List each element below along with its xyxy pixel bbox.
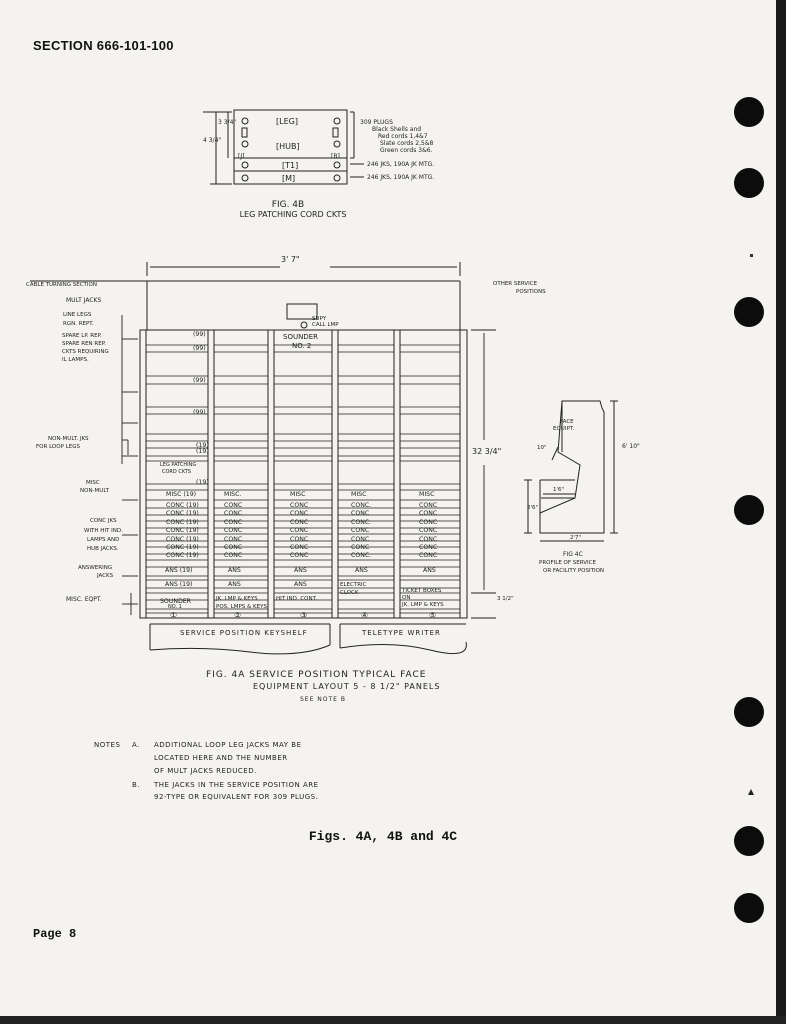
page-bottom-shadow	[0, 1016, 786, 1024]
line-legs-3: SPARE REN REP.	[62, 341, 106, 347]
misc-jack-row: MISC (19)	[166, 491, 197, 498]
fig4b-note-5: 246 JKS, 190A JK MTG.	[367, 161, 435, 168]
conc-jack-row: CONC	[224, 552, 243, 559]
fig4c-dim-27: 2'7"	[570, 535, 582, 541]
panel-number: ①	[170, 611, 178, 620]
fig4a-width-dim: 3' 7"	[281, 255, 300, 264]
conc-jack-row: CONC (19)	[166, 502, 199, 509]
fig4b-note-3: Slate cords 2,5&8	[380, 140, 434, 147]
bottom-equipment-label: CLOCK	[340, 590, 359, 596]
fig4b-dim-b: 4 3/4"	[203, 137, 222, 144]
fig4b-m-label: [M]	[282, 174, 296, 183]
other-positions-0: OTHER SERVICE	[493, 281, 538, 287]
conc-jack-row: CONC	[419, 552, 438, 559]
leg-patching-label: CORD CKTS	[162, 469, 191, 475]
conc-jack-row: CONC	[224, 544, 243, 551]
panel-number: ④	[361, 611, 369, 620]
bottom-equipment-label: JK. LMP & KEYS	[402, 602, 444, 608]
bottom-equipment-label: TICKET BOXES	[402, 588, 442, 594]
ans-jack-row: ANS	[294, 567, 307, 574]
sounder2-label-1: NO. 2	[292, 342, 312, 350]
conc-jack-row: CONC (19)	[166, 536, 199, 543]
conc-jack-row: CONC	[419, 544, 438, 551]
row-count: (19)	[196, 479, 209, 486]
row-count: (99)	[193, 377, 206, 384]
binder-hole	[734, 97, 764, 127]
row-count: (99)	[193, 331, 206, 338]
answering-1: JACKS	[97, 573, 114, 579]
fig4c-face-1: EQUIPT.	[553, 426, 575, 432]
non-mult-0: NON-MULT. JKS	[48, 436, 89, 442]
bottom-equipment-label: HIT IND. CONT.	[276, 596, 318, 602]
conc-jack-row: CONC	[351, 527, 370, 534]
bottom-equipment-label: JK. LMP & KEYS	[216, 596, 258, 602]
conc-jack-row: CONC	[419, 502, 438, 509]
fig4b-subtitle: LEG PATCHING CORD CKTS	[239, 210, 347, 219]
fig4c-title-0: FIG 4C	[563, 551, 583, 558]
notes-label: NOTES	[94, 741, 121, 749]
line-legs-2: SPARE LP. REP.	[62, 333, 102, 339]
binder-hole	[734, 826, 764, 856]
misc-jack-row: MISC	[419, 491, 435, 498]
margin-dot	[750, 254, 753, 257]
conc-jack-row: CONC	[290, 536, 309, 543]
bottom-equipment-label: ON	[402, 595, 411, 601]
height-dim: 32 3/4"	[472, 447, 502, 456]
row-count: (99)	[193, 345, 206, 352]
fig4c-dim-26: 2'6"	[527, 505, 539, 511]
conc-jack-row: CONC	[419, 510, 438, 517]
conc-jks-1: WITH HIT IND.	[84, 528, 123, 534]
sounder2-label-0: SOUNDER	[283, 333, 318, 341]
fig4a-title-2: SEE NOTE B	[300, 696, 346, 703]
section-header: SECTION 666-101-100	[33, 38, 174, 53]
page-number: Page 8	[33, 927, 77, 941]
conc-jack-row: CONC.	[351, 552, 372, 559]
conc-jack-row: CONC	[290, 552, 309, 559]
fig4c-dim-height: 6' 10"	[622, 443, 640, 450]
conc-jack-row: CONC.	[351, 502, 372, 509]
misc-jack-row: MISC	[290, 491, 306, 498]
conc-jack-row: CONC	[351, 536, 370, 543]
ans-jack-row: ANS	[228, 581, 241, 588]
note-a-1: LOCATED HERE AND THE NUMBER	[154, 754, 288, 762]
fig4b-labels	[203, 117, 434, 219]
line-legs-4: CKTS REQUIRING	[62, 349, 109, 355]
conc-jack-row: CONC	[419, 527, 438, 534]
note-a-2: OF MULT JACKS REDUCED.	[154, 767, 257, 775]
mult-jacks-label: MULT JACKS	[66, 297, 102, 304]
row-count: (19)	[196, 448, 209, 455]
conc-jack-row: CONC (19)	[166, 510, 199, 517]
fig4b-leg-label: [LEG]	[276, 117, 298, 126]
conc-jack-row: CONC	[290, 510, 309, 517]
sounder1-label: NO. 1	[168, 604, 182, 610]
fig4b-t1-label: [T1]	[282, 161, 299, 170]
misc-jack-row: MISC.	[224, 491, 242, 498]
fig4b-b-label: [B]	[331, 153, 340, 160]
misc-jack-row: MISC	[351, 491, 367, 498]
fig4b-hub-label: [HUB]	[276, 142, 300, 151]
conc-jack-row: CONC	[290, 502, 309, 509]
note-b-1: 92-TYPE OR EQUIVALENT FOR 309 PLUGS.	[154, 793, 319, 801]
line-legs-0: LINE LEGS	[63, 312, 92, 318]
conc-jack-row: CONC	[290, 527, 309, 534]
note-a-label: A.	[132, 741, 140, 749]
conc-jack-row: CONC	[351, 510, 370, 517]
conc-jack-row: CONC (19)	[166, 527, 199, 534]
binder-hole	[734, 495, 764, 525]
supy-lamp-0: SUPY	[312, 316, 327, 322]
fig4a-title-0: FIG. 4A SERVICE POSITION TYPICAL FACE	[206, 670, 427, 680]
misc-non-mult-1: NON-MULT	[80, 488, 109, 494]
fig4a-title-1: EQUIPMENT LAYOUT 5 - 8 1/2" PANELS	[253, 682, 441, 691]
supy-lamp-1: CALL LMP	[312, 322, 339, 328]
other-positions-1: POSITIONS	[516, 289, 546, 295]
cable-section-label: CABLE TURNING SECTION	[26, 282, 97, 288]
binder-hole	[734, 168, 764, 198]
line-legs-1: RGN. REPT.	[63, 321, 94, 327]
bottom-equipment-label: ELECTRIC	[340, 582, 367, 588]
fig4a-left-annotations	[122, 315, 138, 615]
bottom-dim: 3 1/2"	[497, 596, 514, 602]
conc-jack-row: CONC	[290, 519, 309, 526]
conc-jack-row: CONC	[419, 519, 438, 526]
fig4c-dim-16: 1'6"	[553, 487, 565, 493]
conc-jack-row: CONC	[224, 510, 243, 517]
note-b-0: THE JACKS IN THE SERVICE POSITION ARE	[154, 781, 319, 789]
fig4b-note-4: Green cords 3&6.	[380, 147, 433, 154]
bottom-equipment-label: POS. LMPS & KEYS	[216, 604, 267, 610]
row-count: (99)	[193, 409, 206, 416]
fig4b-note-6: 246 JKS, 190A JK MTG.	[367, 174, 435, 181]
conc-jack-row: CONC	[224, 536, 243, 543]
conc-jack-row: CONC (19)	[166, 519, 199, 526]
line-legs-5: IL LAMPS.	[62, 357, 89, 363]
ans-jack-row: ANS	[294, 581, 307, 588]
page-edge-shadow	[776, 0, 786, 1024]
conc-jack-row: CONC (19)	[166, 552, 199, 559]
conc-jack-row: CONC	[290, 544, 309, 551]
binder-hole	[734, 297, 764, 327]
panel-number: ②	[234, 611, 242, 620]
conc-jack-row: CONC	[351, 544, 370, 551]
conc-jks-2: LAMPS AND	[87, 537, 120, 543]
fig4b-dim-a: 3 3/4"	[218, 119, 237, 126]
margin-mark	[748, 789, 754, 795]
ans-jack-row: ANS	[355, 567, 368, 574]
fig4b-note-1: Black Shells and	[372, 126, 422, 133]
fig4c-dim-10: 10"	[537, 445, 547, 451]
ans-jack-row: ANS (19)	[165, 567, 193, 574]
sounder1-label: SOUNDER	[160, 598, 191, 605]
figure-caption-text: Figs. 4A, 4B and 4C	[308, 829, 458, 844]
ans-jack-row: ANS	[228, 567, 241, 574]
teletype-label: TELETYPE WRITER	[362, 629, 441, 637]
row-count: (19)	[196, 442, 209, 449]
non-mult-1: FOR LOOP LEGS	[36, 444, 80, 450]
conc-jack-row: CONC	[419, 536, 438, 543]
binder-hole	[734, 697, 764, 727]
fig4c-face-0: FACE	[560, 419, 574, 425]
fig4b-j-label: [J]	[238, 153, 245, 160]
fig4c-title-1: PROFILE OF SERVICE	[539, 560, 596, 566]
fig4b-title: FIG. 4B	[271, 200, 305, 210]
conc-jack-row: CONC.	[351, 519, 372, 526]
figure-caption	[0, 829, 786, 844]
misc-eqpt: MISC. EQPT.	[66, 596, 102, 603]
fig4b-note-0: 309 PLUGS	[360, 119, 393, 126]
fig4c-title-2: OR FACILITY POSITION	[543, 568, 605, 574]
conc-jack-row: CONC (19)	[166, 544, 199, 551]
ans-jack-row: ANS (19)	[165, 581, 193, 588]
conc-jks-0: CONC JKS	[90, 518, 117, 524]
conc-jks-3: HUB JACKS.	[87, 546, 119, 552]
note-a-0: ADDITIONAL LOOP LEG JACKS MAY BE	[154, 741, 302, 749]
misc-non-mult-0: MISC	[86, 480, 100, 486]
fig4b-note-2: Red cords 1,4&7	[378, 133, 428, 140]
binder-hole	[734, 893, 764, 923]
conc-jack-row: CONC	[224, 519, 243, 526]
conc-jack-row: CONC	[224, 502, 243, 509]
ans-jack-row: ANS	[423, 567, 436, 574]
panel-number: ③	[300, 611, 308, 620]
fig4a-right-dims	[471, 330, 496, 618]
conc-jack-row: CONC	[224, 527, 243, 534]
keyshelf-label: SERVICE POSITION KEYSHELF	[180, 629, 308, 637]
leg-patching-label: LEG PATCHING	[160, 462, 197, 468]
note-b-label: B.	[132, 781, 141, 789]
panel-number: ⑤	[429, 611, 437, 620]
answering-0: ANSWERING	[78, 565, 113, 571]
